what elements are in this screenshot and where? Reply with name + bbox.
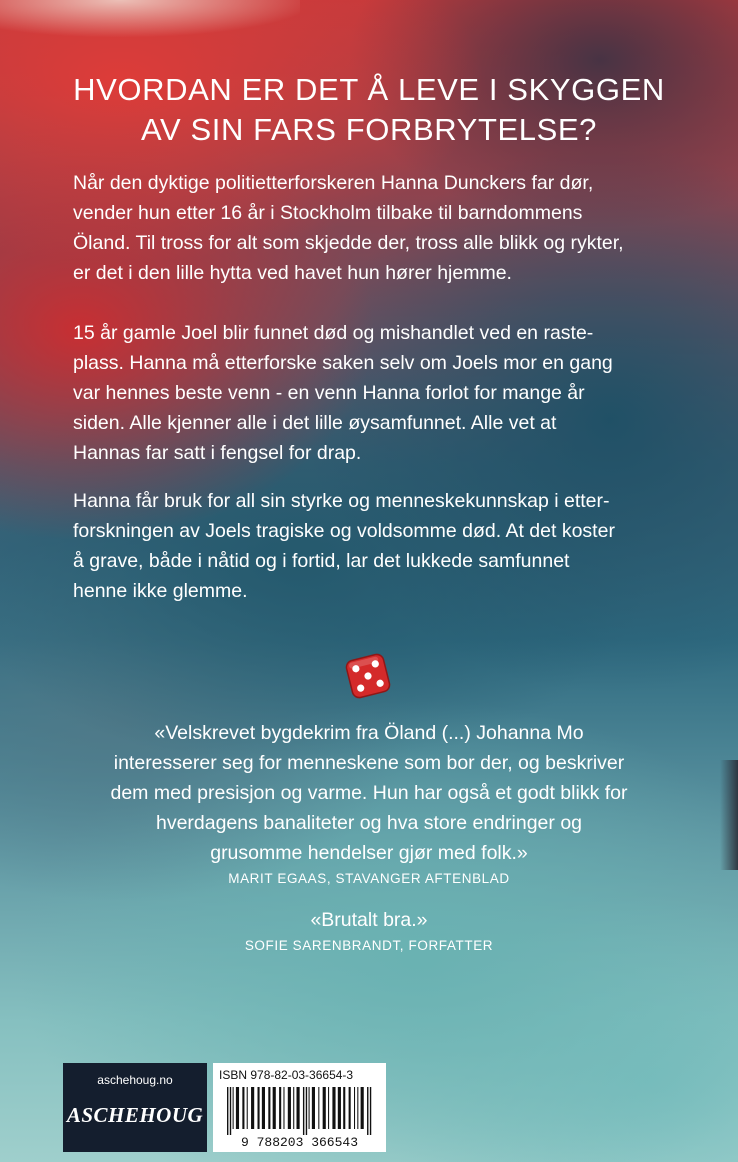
barcode-bar bbox=[242, 1087, 244, 1129]
publisher-box bbox=[63, 1063, 207, 1152]
barcode-bar bbox=[262, 1087, 265, 1129]
quote-source: SOFIE SARENBRANDT, FORFATTER bbox=[244, 938, 494, 953]
barcode-bar bbox=[283, 1087, 284, 1129]
quote-line: «Velskrevet bygdekrim fra Öland (...) Johanna Mo bbox=[154, 722, 584, 744]
text-line: Hanna får bruk for all sin styrke og menneskekunnskap i etter- bbox=[73, 490, 610, 512]
text-line: henne ikke glemme. bbox=[73, 580, 248, 602]
text-line: forskningen av Joels tragiske og voldsomme død. At det koster bbox=[73, 520, 615, 542]
text-line: Öland. Til tross for alt som skjedde der, tross alle blikk og rykter, bbox=[73, 232, 624, 254]
barcode-bar bbox=[338, 1087, 341, 1129]
text-line: siden. Alle kjenner alle i det lille øysamfunnet. Alle vet at bbox=[73, 412, 557, 434]
barcode-bar bbox=[279, 1087, 281, 1129]
barcode-bar bbox=[293, 1087, 294, 1129]
publisher-url[interactable]: aschehoug.no bbox=[97, 1073, 173, 1087]
isbn-label: ISBN 978-82-03-36654-3 bbox=[219, 1068, 354, 1082]
text-line: å grave, både i nåtid og i fortid, lar det lukkede samfunnet bbox=[73, 550, 570, 572]
barcode-bar bbox=[370, 1087, 371, 1135]
barcode-bar bbox=[357, 1087, 358, 1129]
barcode-bar bbox=[312, 1087, 315, 1129]
blurb-paragraph-3 bbox=[73, 486, 673, 606]
quote-line: «Brutalt bra.» bbox=[310, 909, 428, 931]
quote-line: dem med presisjon og varme. Hun har også et godt blikk for bbox=[110, 782, 628, 804]
review-quote-1 bbox=[40, 718, 698, 890]
headline-line: AV SIN FARS FORBRYTELSE? bbox=[141, 112, 597, 147]
text-line: var hennes beste venn - en venn Hanna forlot for mange år bbox=[73, 382, 585, 404]
text-line: Hannas far satt i fengsel for drap. bbox=[73, 442, 362, 464]
barcode-box bbox=[213, 1063, 386, 1152]
barcode-bar bbox=[332, 1087, 335, 1129]
barcode-bar bbox=[323, 1087, 326, 1129]
barcode-bar bbox=[268, 1087, 270, 1129]
barcode-bar bbox=[318, 1087, 319, 1129]
text-line: 15 år gamle Joel blir funnet død og mishandlet ved en raste- bbox=[73, 322, 594, 344]
text-line: Når den dyktige politietterforskeren Hanna Dunckers far dør, bbox=[73, 172, 594, 194]
blurb-paragraph-1 bbox=[73, 168, 673, 288]
barcode-bar bbox=[227, 1087, 228, 1135]
barcode-bar bbox=[349, 1087, 351, 1129]
barcode-bar bbox=[309, 1087, 310, 1129]
barcode-bar bbox=[367, 1087, 368, 1135]
barcode-bar bbox=[328, 1087, 329, 1129]
quote-line: grusomme hendelser gjør med folk.» bbox=[210, 842, 528, 864]
barcode-bar bbox=[306, 1087, 307, 1135]
quote-source: MARIT EGAAS, STAVANGER AFTENBLAD bbox=[228, 871, 510, 886]
text-line: plass. Hanna må etterforske saken selv om Joels mor en gang bbox=[73, 352, 613, 374]
text-line: vender hun etter 16 år i Stockholm tilbake til barndommens bbox=[73, 202, 583, 224]
barcode-bar bbox=[258, 1087, 260, 1129]
barcode-bar bbox=[303, 1087, 304, 1135]
barcode-bar bbox=[251, 1087, 254, 1129]
barcode-bar bbox=[233, 1087, 234, 1129]
headline bbox=[40, 70, 698, 150]
barcode-bar bbox=[297, 1087, 300, 1129]
barcode-bar bbox=[361, 1087, 364, 1129]
text-line: er det i den lille hytta ved havet hun hører hjemme. bbox=[73, 262, 512, 284]
barcode-digits: 9 788203 366543 bbox=[240, 1135, 359, 1149]
dice-icon bbox=[343, 651, 393, 701]
barcode-bar bbox=[236, 1087, 239, 1129]
barcode bbox=[217, 1087, 382, 1149]
barcode-bar bbox=[343, 1087, 345, 1129]
quote-line: hverdagens banaliteter og hva store endringer og bbox=[155, 812, 583, 834]
barcode-bar bbox=[230, 1087, 231, 1135]
barcode-bar bbox=[288, 1087, 291, 1129]
headline-line: HVORDAN ER DET Å LEVE I SKYGGEN bbox=[73, 72, 665, 107]
blurb-paragraph-2 bbox=[73, 318, 673, 468]
review-quote-2 bbox=[40, 905, 698, 957]
barcode-bar bbox=[273, 1087, 276, 1129]
barcode-bar bbox=[354, 1087, 355, 1129]
quote-line: interesserer seg for menneskene som bor der, og beskriver bbox=[113, 752, 625, 774]
publisher-logo: ASCHEHOUG bbox=[66, 1103, 204, 1127]
barcode-bar bbox=[247, 1087, 248, 1129]
